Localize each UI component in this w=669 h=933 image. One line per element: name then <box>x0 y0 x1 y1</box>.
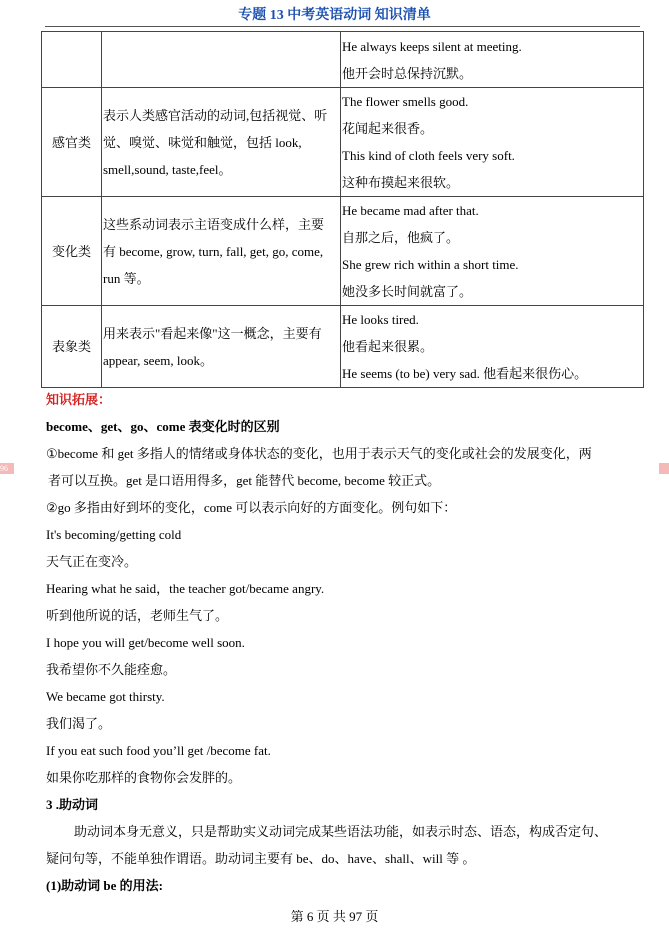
description-line: 用来表示"看起来像"这一概念，主要有 <box>103 325 322 341</box>
example-line: It's becoming/getting cold <box>46 527 182 542</box>
example-line: 听到他所说的话，老师生气了。 <box>46 608 229 623</box>
example-line: He seems (to be) very sad. 他看起来很伤心。 <box>342 366 588 381</box>
description-line: run 等。 <box>103 270 150 286</box>
description-line: 觉、嗅觉、味觉和触觉，包括 look, <box>103 134 302 150</box>
table-row <box>42 88 644 197</box>
example-line: 我希望你不久能痊愈。 <box>46 662 177 677</box>
description-line: 有 become, grow, turn, fall, get, go, come, <box>103 243 324 259</box>
example-line: 她没多长时间就富了。 <box>342 284 473 299</box>
paragraph-line: 助动词本身无意义，只是帮助实义动词完成某些语法功能，如表示时态、语态，构成否定句、 <box>74 824 608 839</box>
subsection-title: become、get、go、come 表变化时的区别 <box>46 419 280 434</box>
example-line: She grew rich within a short time. <box>342 257 519 272</box>
paragraph-line: 者可以互换。get 是口语用得多，get 能替代 become, become 较正式。 <box>48 473 441 488</box>
knowledge-extension-section <box>46 386 646 899</box>
description-line: 这些系动词表示主语变成什么样，主要 <box>103 216 325 232</box>
example-line: Hearing what he said，the teacher got/became angry. <box>46 581 325 596</box>
example-line: 自那之后，他疯了。 <box>342 230 460 245</box>
example-line: If you eat such food you’ll get /become fat. <box>46 743 271 758</box>
example-line: He always keeps silent at meeting. <box>342 38 522 54</box>
examples-cell <box>341 88 644 197</box>
category-cell: 表象类 <box>42 306 102 388</box>
section-heading: 3 .助动词 <box>46 797 99 812</box>
example-line: 花闻起来很香。 <box>342 121 434 136</box>
paragraph-line: ①become 和 get 多指人的情绪或身体状态的变化，也用于表示天气的变化或社会的发展变化，两 <box>46 446 592 461</box>
left-margin-marker: 96 <box>0 463 14 474</box>
table-row <box>42 197 644 306</box>
description-cell <box>102 306 341 388</box>
page-footer: 第 6 页 共 97 页 <box>290 909 379 924</box>
paragraph-line: ②go 多指由好到坏的变化，come 可以表示向好的方面变化。例句如下： <box>46 500 457 515</box>
page-header-title: 专题 13 中考英语动词 知识清单 <box>238 8 431 23</box>
examples-cell <box>341 32 644 88</box>
example-line: 我们渴了。 <box>46 716 112 731</box>
description-line: smell,sound, taste,feel。 <box>103 161 232 177</box>
example-line: He became mad after that. <box>342 203 479 218</box>
example-line: 这种布摸起来很软。 <box>342 175 460 190</box>
extension-title: 知识拓展： <box>46 392 112 407</box>
description-cell <box>102 88 341 197</box>
category-cell: 感官类 <box>42 88 102 197</box>
category-cell: 变化类 <box>42 197 102 306</box>
examples-cell <box>341 306 644 388</box>
example-line: He looks tired. <box>342 312 419 327</box>
description-line: 表示人类感官活动的动词,包括视觉、听 <box>103 107 328 123</box>
example-line: I hope you will get/become well soon. <box>46 635 245 650</box>
linking-verb-table <box>41 31 644 388</box>
example-line: The flower smells good. <box>342 94 469 109</box>
example-line: 他看起来很累。 <box>342 339 434 354</box>
right-margin-marker <box>659 463 669 474</box>
example-line: This kind of cloth feels very soft. <box>342 148 515 163</box>
example-line: 天气正在变冷。 <box>46 554 138 569</box>
category-cell <box>42 32 102 88</box>
table-row <box>42 306 644 388</box>
description-cell <box>102 197 341 306</box>
paragraph-line: 疑问句等，不能单独作谓语。助动词主要有 be、do、have、shall、will 等 。 <box>46 851 476 866</box>
table-row <box>42 32 644 88</box>
example-line: 他开会时总保持沉默。 <box>342 65 473 81</box>
examples-cell <box>341 197 644 306</box>
example-line: 如果你吃那样的食物你会发胖的。 <box>46 770 242 785</box>
description-line: appear, seem, look。 <box>103 352 213 368</box>
header-divider <box>45 26 640 27</box>
description-cell <box>102 32 341 88</box>
subsection-heading: (1)助动词 be 的用法: <box>46 878 163 893</box>
example-line: We became got thirsty. <box>46 689 165 704</box>
